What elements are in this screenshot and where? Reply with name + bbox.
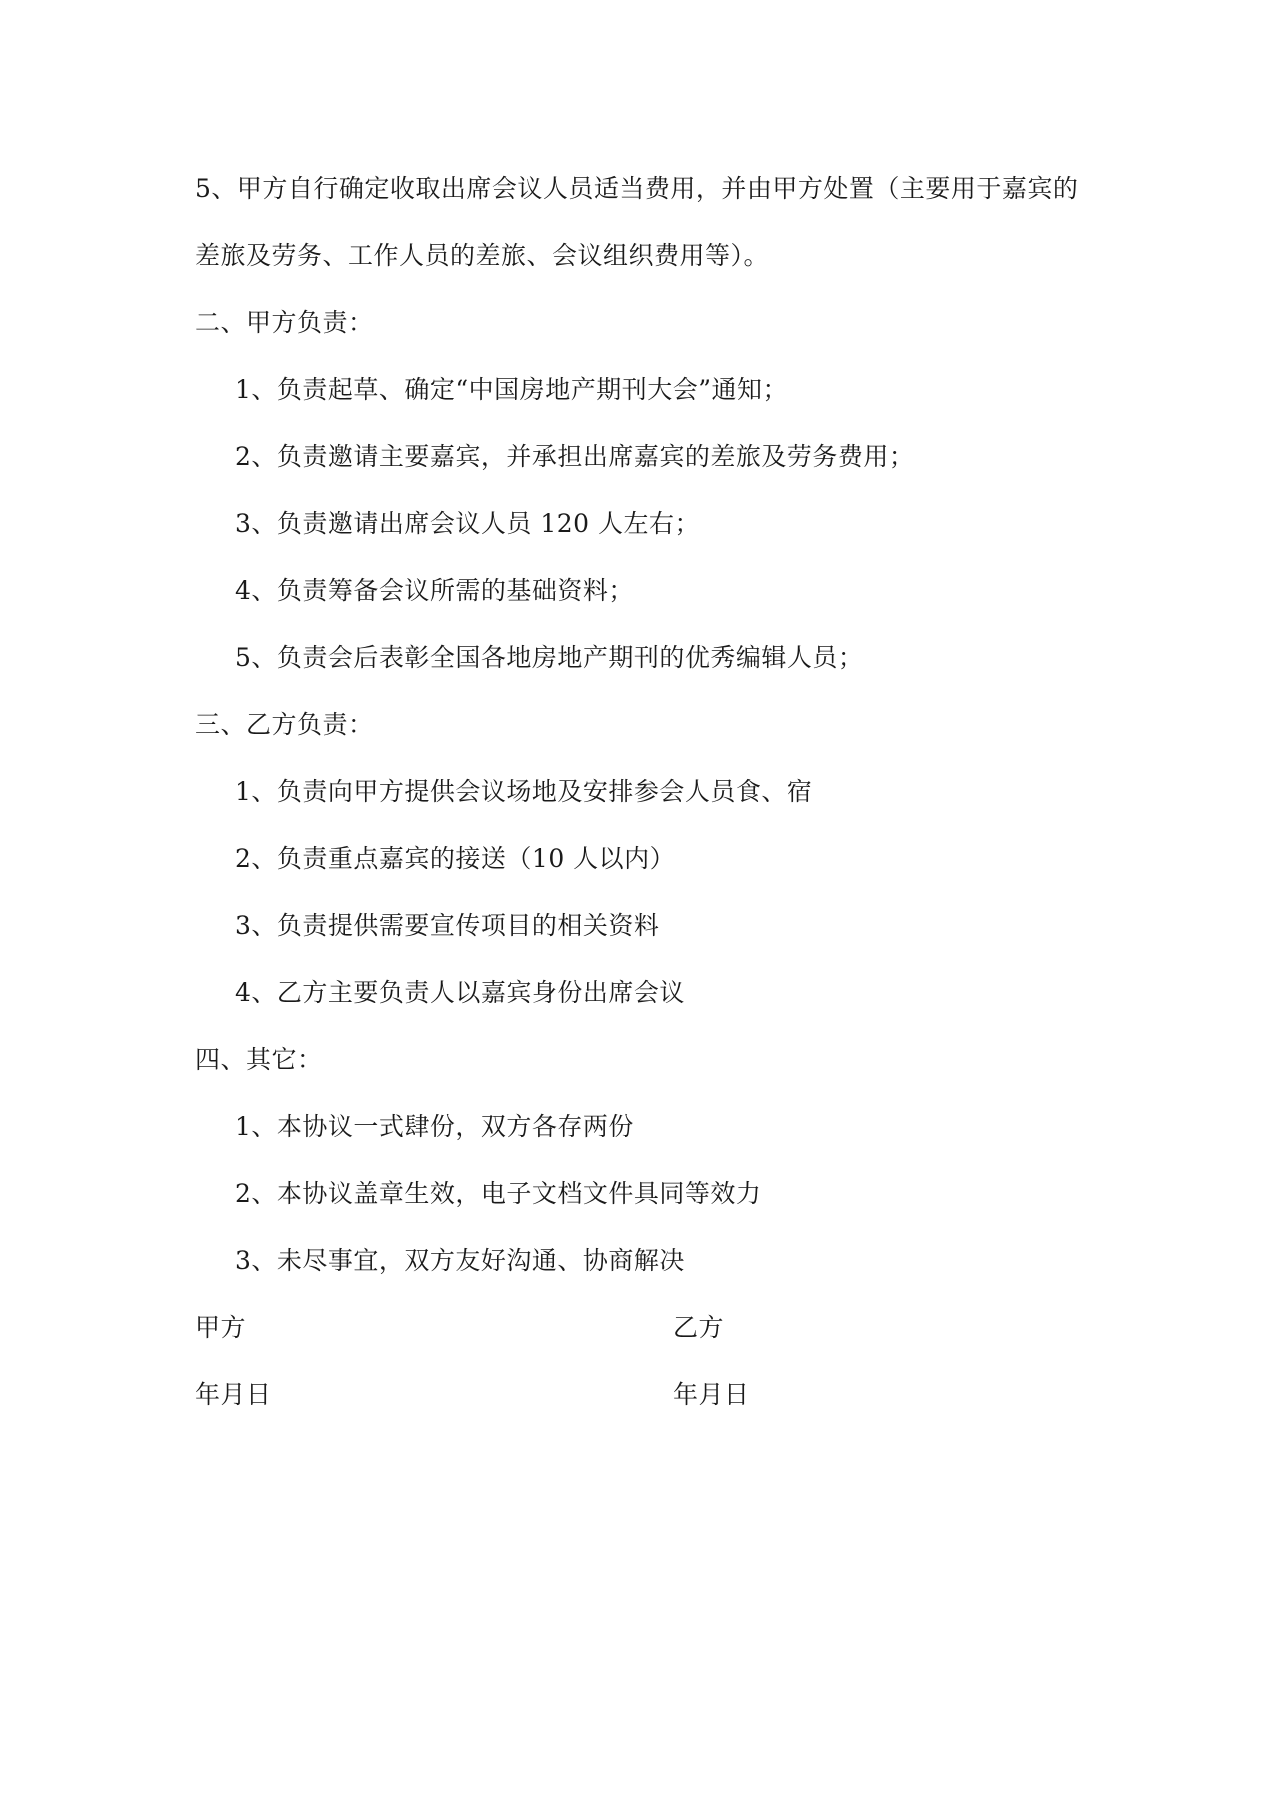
party-a-label: 甲方 (195, 1313, 247, 1342)
intro-paragraph-line-1: 5、甲方自行确定收取出席会议人员适当费用，并由甲方处置（主要用于嘉宾的 (195, 174, 1079, 203)
section-four-item-3: 3、未尽事宜，双方友好沟通、协商解决 (235, 1246, 685, 1275)
section-two-item-4: 4、负责筹备会议所需的基础资料； (235, 576, 634, 605)
section-four-item-2: 2、本协议盖章生效，电子文档文件具同等效力 (235, 1179, 762, 1208)
section-three-item-2: 2、负责重点嘉宾的接送（10 人以内） (235, 844, 676, 873)
section-three-heading: 三、乙方负责： (195, 710, 374, 739)
section-two-heading: 二、甲方负责： (195, 308, 374, 337)
section-three-item-1: 1、负责向甲方提供会议场地及安排参会人员食、宿 (235, 777, 813, 806)
section-two-item-2: 2、负责邀请主要嘉宾，并承担出席嘉宾的差旅及劳务费用； (235, 442, 915, 471)
section-four-item-1: 1、本协议一式肆份，双方各存两份 (235, 1112, 634, 1141)
section-two-item-3: 3、负责邀请出席会议人员 120 人左右； (235, 509, 701, 538)
party-a-date: 年月日 (195, 1380, 272, 1409)
intro-paragraph-line-2: 差旅及劳务、工作人员的差旅、会议组织费用等）。 (195, 241, 770, 270)
section-three-item-3: 3、负责提供需要宣传项目的相关资料 (235, 911, 660, 940)
section-three-item-4: 4、乙方主要负责人以嘉宾身份出席会议 (235, 978, 685, 1007)
party-b-label: 乙方 (673, 1313, 725, 1342)
section-two-item-1: 1、负责起草、确定“中国房地产期刊大会”通知； (235, 375, 788, 404)
section-four-heading: 四、其它： (195, 1045, 323, 1074)
party-b-date: 年月日 (673, 1380, 750, 1409)
section-two-item-5: 5、负责会后表彰全国各地房地产期刊的优秀编辑人员； (235, 643, 864, 672)
